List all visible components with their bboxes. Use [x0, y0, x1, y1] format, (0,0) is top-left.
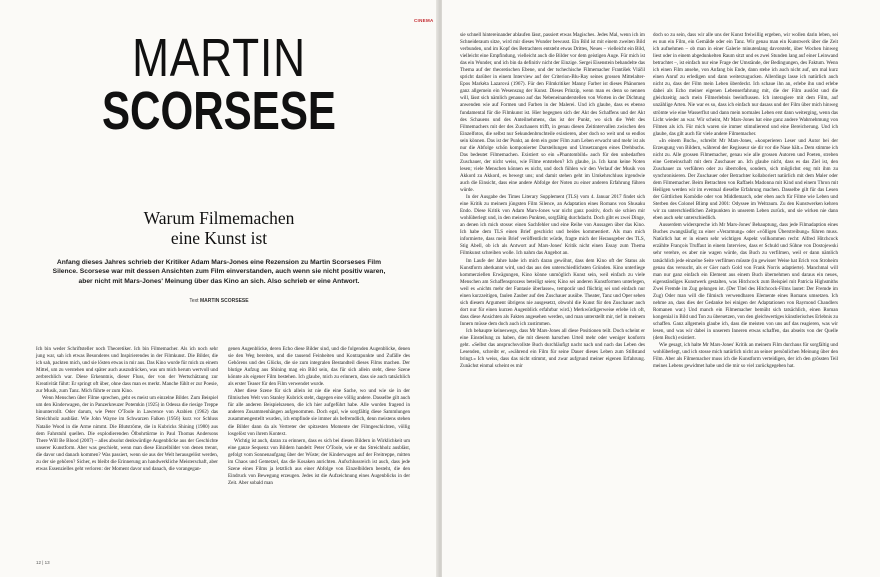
left-column-2	[228, 346, 410, 487]
lead-paragraph: Anfang dieses Jahres schrieb der Kritiker Adam Mars-Jones eine Rezension zu Martin Scorseses Film Silence. Scorsese war mit dessen Ansichten zum Film einverstanden, auch wenn sie nicht positiv waren, aber nicht mit Mars-Jones' Meinung über das Kino an sich. Also schrieb er eine Antwort.	[52, 259, 386, 285]
paragraph: Wie gesagt, ich halte Mr Mars-Jones' Kritik an meinem Film durchaus für sorgfältig und wohlüberlegt, und ich stosse mich natürlich nicht an seiner persönlichen Meinung über den Film. Aber als Filmemacher muss ich die Kunstform verteidigen, der ich den grössten Teil meines Lebens gewidmet habe und die mir so viel zurückgegeben hat.	[653, 342, 838, 370]
subtitle-line-2: eine Kunst ist	[170, 228, 268, 248]
right-column-1	[460, 32, 645, 370]
paragraph: genen Augenblicke, deren Echo diese Bilder sind, und die folgenden Augenblicke, denen sie den Weg bereiten, und die tausend Feinheiten und Kontrapunkte und Zufälle des Gehörens und des Glücks, die sie zum integralen Bestandteil dieses Films machen. Der blutige Aufzug aus Shining mag ein Bild sein, das für sich allein steht, diese Szene könnte als eigener Film bestehen. Ich glaube, mich zu erinnern, dass sie auch tatsächlich als erster Teaser für den Film verwendet wurde.	[228, 346, 410, 388]
paragraph: Wenn Menschen über Filme sprechen, geht es meist um einzelne Bilder. Zum Beispiel um den Kinderwagen, der in Panzerkreuzer Potemkin (1925) in Odessa die riesige Treppe hinunterrollt. Oder darum, wie Peter O'Toole in Lawrence von Arabien (1962) das Streichholz ausbläst. Wie John Wayne im Schwarzen Falken (1956) kurz vor Schluss Natalie Wood in die Arme nimmt. Die Blutströme, die in Kubricks Shining (1980) aus dem Fahrstuhl quellen. Die explodierenden Ölbohrtürme in Paul Thomas Andersons There Will Be Blood (2007) – alles absolut denkwürdige Augenblicke aus der Geschichte unserer Kunstform. Aber was geschieht, wenn man diese Einzelbilder von denen trennt, die davor und danach kommen? Was passiert, wenn sie aus der Welt herausgelöst werden, zu der sie gehören? Sicher, es bleibt die Erinnerung an handwerkliche Meisterschaft, aber etwas Essenzielles geht verloren: der Moment davor und danach, die vorangegan-	[36, 395, 218, 472]
article-subtitle	[40, 208, 398, 248]
right-page	[442, 0, 880, 577]
paragraph: Im Laufe der Jahre habe ich mich daran gewöhnt, dass dem Kino oft der Status als Kunstform aberkannt wird, und das aus den unterschiedlichsten Gründen. Kino unterliege kommerziellen Erwägungen, Kino könne unmöglich Kunst sein, weil einfach zu viele Menschen am Schaffensprozess beteiligt seien; Kino sei anderen Kunstformen unterlegen, weil es «nichts mehr der Fantasie überlasse», temporär und flüchtig sei und einfach nur einen kurzzeitigen, faulen Zauber auf den Zuschauer ausübe. Theater, Tanz und Oper sehen sich diesem Argument übrigens nie ausgesetzt, obwohl die Kunst für den Zuschauer auch dort nur für einen kurzen Augenblick erfahrbar wird.) Merkwürdigerweise erlebe ich oft, dass diese Ansichten als Fakten angesehen werden, und man unterstellt mir, tief in meinem Innern müsse dem doch auch ich zustimmen.	[460, 257, 645, 327]
paragraph: sie schnell hintereinander ablaufen lässt, passiert etwas Magisches. Jedes Mal, wenn ich im Schneideraum sitze, wird mir dieses Wunder bewusst. Ein Bild ist mit einem zweiten Bild verbunden, und im Kopf des Betrachters entsteht etwas Drittes, Neues – vielleicht ein Bild, vielleicht eine Empfindung, vielleicht auch die Bilder vor dem geistigen Auge. Für mich ist das ein Wunder, und ich bin da definitiv nicht der Einzige. Sergei Eisenstein behandelte das Thema auf der theoretischen Ebene, und der tschechische Filmemacher František Vláčil spricht darüber in einem Interview auf der Criterion-Blu-Ray seines grossen Mittelalter-Epos Markéta Lazarová (1967). Für den Filmkritiker Manny Farber ist dieses Phänomen ganz allgemein ein Wesenszug der Kunst. Dieses Prinzip, wenn man es denn so nennen will, lässt sich nämlich genauso auf das Nebeneinanderstellen von Worten in der Dichtung anwenden wie auf Formen und Farben in der Malerei. Und ich glaube, dass es ebenso fundamental für die Filmkunst ist. Hier begegnen sich der Akt des Schaffens und der Akt des Schauens und des Anteilnehmens, das ist der Punkt, wo sich die Welt des Filmemachers mit der des Zuschauers trifft, in genau diesen Zeitintervallen zwischen den Einzelfotos, die selbst nur Sekundenbruchteile existieren, aber doch so weit und so endlos sein können. Das ist der Punkt, an dem ein guter Film zum Leben erwacht und mehr ist als nur die Abfolge schön komponierter Darstellungen und Umsetzungen eines Drehbuchs. Das bedeutet Filmemachen. Existiert so ein «Phantombild» auch für den unbedarften Zuschauer, der nicht weiss, wie Filme entstehen? Ich glaube, ja. Ich kann keine Noten lesen; viele Menschen können es nicht, und doch fühlen wir den Verlauf der Musik von Akkord zu Akkord, es bewegt uns; und damit stehen geht im Umkehrschluss irgendwie auch die Einsicht, dass eine andere Abfolge der Noten zu einer anderen Erfahrung führen würde.	[460, 32, 645, 194]
title-line-1: MARTIN	[132, 28, 306, 88]
section-label: CINEMA	[414, 18, 434, 23]
subtitle-line-1: Warum Filmemachen	[143, 208, 295, 228]
paragraph: In der Ausgabe des Times Literary Supplement (TLS) vom 4. Januar 2017 findet sich eine Kritik zu meinem jüngsten Film Silence, an Adaptation eines Romans von Shusaku Endo. Diese Kritik von Adam Mars-Jones war nicht ganz positiv, doch sie schien mir wohlüberlegt und, in den meisten Punkten, sorgfältig durchdacht. Doch gibt es zwei Dinge, an denen ich mich stosse: einen Sachfehler und eine Reihe von Aussagen über das Kino. Ich habe dem TLS einen Brief geschickt und beides kommentiert. Als man mich informierte, dass mein Brief veröffentlicht würde, fragte mich der Herausgeber des TLS, Stig Abell, ob ich als Antwort auf Mars-Jones' Kritik nicht einen Essay zum Thema Filmkunst schreiben wolle. Ich nahm das Angebot an.	[460, 194, 645, 257]
paragraph: Wichtig ist auch, daran zu erinnern, dass es sich bei diesen Bildern in Wirklichkeit um eine ganze Sequenz von Bildern handelt: Peter O'Toole, wie er das Streichholz ausbläst, gefolgt vom Sonnenaufgang über der Wüste; der Kinderwagen auf der Freitreppe, mitten im Chaos und Gemetzel, das die Kosaken anrichten. Aufschlussreich ist auch, dass jede Szene eines Films ja letztlich aus einer Abfolge von Einzelbildern besteht, die den Eindruck von Bewegung erzeugen. Jedes ist die Aufzeichnung eines Augenblicks in der Zeit. Aber sobald man	[228, 437, 410, 486]
byline	[0, 298, 438, 304]
page-numbers: 12 | 13	[36, 560, 50, 565]
left-page	[0, 0, 438, 577]
left-column-1	[36, 346, 218, 473]
title-line-2: SCORSESE	[101, 81, 337, 141]
paragraph: doch so zu sein, dass wir alle uns der Kunst freiwillig ergeben, wir wollen darin leben, sei es nun ein Film, ein Gemälde oder ein Tanz. Wir genau man ein Kunstwerk über die Zeit ich aufnehmen – ob man in einer Galerie minutenlang davorsteht, über Wochen hinweg liest oder in einem abgedunkelten Raum sitzt und es zwei Stunden lang auf einer Leinwand betrachtet –, ist einfach nur eine Frage der Umstände, der Bedingungen, des Faktum. Wenn ich einen Film ansehe, von Anfang bis Ende, dann stehe ich auch nicht auf, um mal kurz einen Anruf zu erledigen und dann weiterzugucken. Allerdings lasse ich natürlich auch nicht zu, dass der Film mein Leben überdeckt. Ich schaue ihn an, erlebe ihn und erlebe dabei als Echo meiner eigenen Lebenserfahrung mit, die der Film auslöst und die gleichzeitig auch mein Filmerlebnis beeinflussen. Ich interagiere mit dem Film, auf unzählige Arten. Nie war es so, dass ich einfach nur dasass und der Film über mich hinweg strömte wie eine Wasserflut und dann mein normales Leben erst dann weiterging, wenn das Licht wieder an war. Wir scheint, Mr Mars-Jones hat eine ganz andere Wahrnehmung von Filmen als ich. Für mich waren sie immer stimulierend und eine Bereicherung. Und ich glaube, das gilt auch für viele andere Filmemacher.	[653, 32, 838, 137]
paragraph: Ich bin weder Schriftsteller noch Theoretiker. Ich bin Filmemacher. Als ich noch sehr jung war, sah ich etwas Besonderes und Inspirierendes in der Filmkunst. Die Bilder, die ich sah, packten mich, und sie lösten etwas in mir aus. Das Kino wurde für mich zu einem Mittel, um zu verstehen und später auch auszudrücken, was um mich herum wertvoll und zerbrechlich war. Diese Erkenntnis, dieser Fluss, der von der Wertschätzung zur Kreativität führt: Er springt oft über, ohne dass man es merkt. Manche fühlt er zur Poesie, zur Musik, zum Tanz. Mich führte er zum Kino.	[36, 346, 218, 395]
paragraph: Ich behaupte keineswegs, dass Mr Mars-Jones all diese Positionen teilt. Doch scheint er eine Einstellung zu haben, die mit diesem harschen Urteil mehr oder weniger konform geht. «Selbst das anspruchsvollste Buch durchläufigt nacht nach und nach das Leben des Lesenden, schreibt er, «während ein Film für seine Dauer dieses Leben zum Stillstand bringt.» Ich weiss, dass das nicht stimmt, und zwar aufgrund meiner eigenen Erfahrung. Zunächst einmal scheint es mir	[460, 327, 645, 370]
right-column-2	[653, 32, 838, 370]
paragraph: Aber diese Szene für sich allein ist nie die eine Sache, wo und wie sie in der filmischen Welt von Stanley Kubrick steht, dagegen eine völlig andere. Dasselbe gilt auch für alle anderen Beispielszenen, die ich hier aufgeführt habe. Alle wurden fragend in anderen Zusammenhängen aufgenommen. Doch egal, wie sorgfältig diese Sammlungen zusammengestellt wurden, ich empfinde sie immer als befremdlich, denn meistens stehen die Bilder dann da als Vertreter der spitzesten Momente der Filmgeschichten, völlig losgelöst von ihrem Kontext.	[228, 388, 410, 437]
paragraph: Ausserdem widerspreche ich Mr Mars-Jones' Behauptung, dass jede Filmadaption eines Buches zwangsläufig zu einer «Verarmung» oder «völligen Überstreibung» führen muss. Natürlich hat er in einem sehr wichtigen Aspekt vollkommen recht: Alfred Hitchcock erzählte François Truffaut in einem Interview, dass er Schuld und Sühne von Dostojewski sehr verehre, es aber nie wagen würde, das Buch zu verfilmen, weil er dann nämlich tatsächlich jede einzelne Seite verfilmen müsste (in gewisser Weise hat Erich von Stroheim genau das versucht, als er Gier nach Gold von Frank Norris adaptierte). Manchmal will man nur ganz einfach ein Element aus einem Buch übernehmen und daraus ein neues, eigenständiges Kunstwerk gestalten, was Hitchcock zum Beispiel mit Patricia Highsmiths Zwei Fremde im Zug gelungen ist. (Der Titel des Hitchcock-Films lautet: Der Fremde im Zug) Oder man will die filmisch verwendbaren Elemente eines Romans umsetzen. Ich nehme an, dass dies der Gedanke bei einigen der Adaptationen von Raymond Chandlers Romanen war.) Und manch ein Filmemacher bemüht sich tatsächlich, einen Roman kongenial in Bild und Ton zu übersetzen, von den gleichwertiges künstlerisches Erlebnis zu schaffen. Ganz allgemein glaube ich, dass die meisten von uns auf das reagieren, was wir lesen, und was wir dabei in unserem Inneren etwas schaffen, das abseits von der Quelle (dem Buch) existiert.	[653, 222, 838, 342]
byline-prefix: Text	[189, 298, 199, 304]
paragraph: «In einem Buch», schreibt Mr Mars-Jones, «kooperieren Leser und Autor bei der Erzeugung von Bildern, während der Regisseur sie dir vor die Nase hält.» Dem stimme ich nicht zu. Alle grossen Filmemacher, genau wie alle grossen Autoren und Poeten, streben eine Gemeinschaft mit dem Zuschauer an. Ich glaube nicht, dass es das Ziel ist, den Zuschauer zu verführen oder zu überrollen, sondern, sich möglichst eng mit ihm zu synchronisieren. Der Zuschauer oder Betrachter kollaboriert natürlich mit dem Maler oder dem Filmemacher. Beim Betrachten von Raffaels Madonna mit Kind und einem Thron mit Heiligen werden wir im eventual dieselbe Erfahrung machen. Dasselbe gilt für das Lesen der Göttlichen Komödie oder von Middlemarch, oder eben auch für Filme wie Leben und Sterben des Colonel Blimp und 2001: Odyssee im Weltraum. Zu den Kunstwerken kehren wir zu unterschiedlichen Zeitpunkten in unserem Leben zurück, und sie wirken nie dann eben auch sehr unterschiedlich.	[653, 137, 838, 222]
byline-author: MARTIN SCORSESE	[199, 298, 249, 304]
